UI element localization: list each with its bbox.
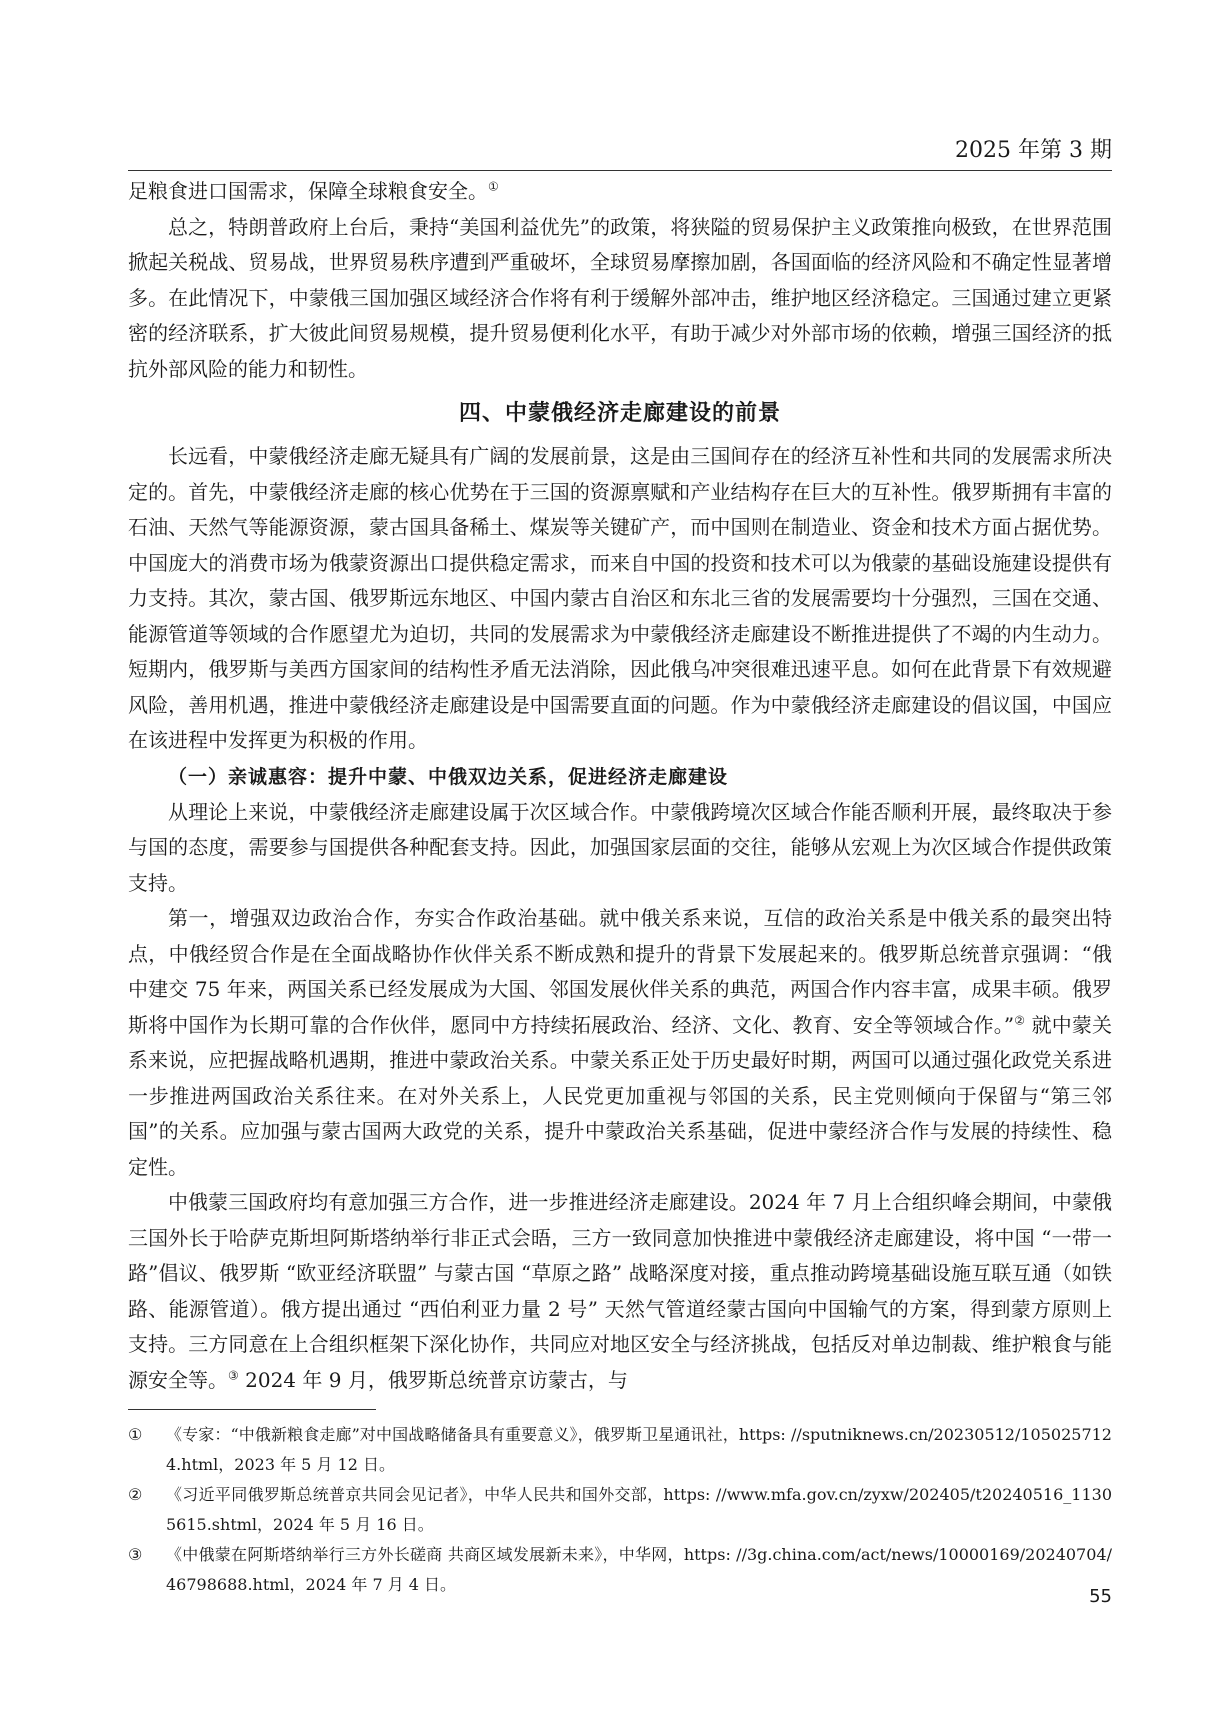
footnote-1 [128, 1420, 1112, 1480]
section-heading: 四、中蒙俄经济走廊建设的前景 [458, 400, 781, 426]
paragraph-text: 足粮食进口国需求，保障全球粮食安全。 [128, 179, 488, 203]
paragraph-trilateral [128, 1185, 1112, 1398]
footnote-mark: ① [128, 1425, 143, 1444]
footnote-rule [128, 1409, 376, 1410]
footnote-text: 《中俄蒙在阿斯塔纳举行三方外长磋商 共商区域发展新未来》，中华网，https: //3g.china.com/act/news/10000169/20240704/46798688.html，2024 年 7 月 4 日。 [166, 1545, 1112, 1594]
footnote-text: 《习近平同俄罗斯总统普京共同会见记者》，中华人民共和国外交部，https: //www.mfa.gov.cn/zyxw/202405/t20240516_11305615.shtml，2024 年 5 月 16 日。 [166, 1485, 1112, 1534]
paragraph-text: 2024 年 9 月，俄罗斯总统普京访蒙古，与 [238, 1367, 628, 1392]
footnote-2 [128, 1480, 1112, 1540]
footnote-ref-2[interactable]: ② [1014, 1012, 1026, 1027]
footnote-mark: ② [128, 1485, 143, 1504]
paragraph-prospects: 长远看，中蒙俄经济走廊无疑具有广阔的发展前景，这是由三国间存在的经济互补性和共同的发展需求所决定的。首先，中蒙俄经济走廊的核心优势在于三国的资源禀赋和产业结构存在巨大的互补性。俄罗斯拥有丰富的石油、天然气等能源资源，蒙古国具备稀土、煤炭等关键矿产，而中国则在制造业、资金和技术方面占据优势。中国庞大的消费市场为俄蒙资源出口提供稳定需求，而来自中国的投资和技术可以为俄蒙的基础设施建设提供有力支持。其次，蒙古国、俄罗斯远东地区、中国内蒙古自治区和东北三省的发展需要均十分强烈，三国在交通、能源管道等领域的合作愿望尤为迫切，共同的发展需求为中蒙俄经济走廊建设不断推进提供了不竭的内生动力。短期内，俄罗斯与美西方国家间的结构性矛盾无法消除，因此俄乌冲突很难迅速平息。如何在此背景下有效规避风险，善用机遇，推进中蒙俄经济走廊建设是中国需要直面的问题。作为中蒙俄经济走廊建设的倡议国，中国应在该进程中发挥更为积极的作用。 [128, 444, 1112, 752]
page-number: 55 [1089, 1586, 1112, 1607]
paragraph-subregional-cooperation: 从理论上来说，中蒙俄经济走廊建设属于次区域合作。中蒙俄跨境次区域合作能否顺利开展，最终取决于参与国的态度，需要参与国提供各种配套支持。因此，加强国家层面的交往，能够从宏观上为次区域合作提供政策支持。 [128, 799, 1112, 895]
paragraph-summary: 总之，特朗普政府上台后，秉持“美国利益优先”的政策，将狭隘的贸易保护主义政策推向极致，在世界范围掀起关税战、贸易战，世界贸易秩序遭到严重破坏，全球贸易摩擦加剧，各国面临的经济风险和不确定性显著增多。在此情况下，中蒙俄三国加强区域经济合作将有利于缓解外部冲击，维护地区经济稳定。三国通过建立更紧密的经济联系，扩大彼此间贸易规模，提升贸易便利化水平，有助于减少对外部市场的依赖，增强三国经济的抵抗外部风险的能力和韧性。 [128, 214, 1112, 381]
footnote-text: 《专家：“中俄新粮食走廊”对中国战略储备具有重要意义》，俄罗斯卫星通讯社，https: //sputniknews.cn/20230512/1050257124.html，2023 年 5 月 12 日。 [166, 1425, 1112, 1474]
running-header-issue: 2025 年第 3 期 [955, 138, 1112, 163]
paragraph-continued [128, 174, 1112, 210]
paragraph-text: 中俄蒙三国政府均有意加强三方合作，进一步推进经济走廊建设。2024 年 7 月上合组织峰会期间，中蒙俄三国外长于哈萨克斯坦阿斯塔纳举行非正式会晤，三方一致同意加快推进中蒙俄经济走廊建设，将中国 “一带一路”倡议、俄罗斯 “欧亚经济联盟” 与蒙古国 “草原之路” 战略深度对接，重点推动跨境基础设施互联互通（如铁路、能源管道）。俄方提出通过 “西伯利亚力量 2 号” 天然气管道经蒙古国向中国输气的方案，得到蒙方原则上支持。三方同意在上合组织框架下深化协作，共同应对地区安全与经济挑战，包括反对单边制裁、维护粮食与能源安全等。 [128, 1190, 1112, 1392]
paragraph-bilateral-political [128, 901, 1112, 1185]
footnote-ref-1[interactable]: ① [488, 179, 499, 194]
paragraph-text: 第一，增强双边政治合作，夯实合作政治基础。就中俄关系来说，互信的政治关系是中俄关系的最突出特点，中俄经贸合作是在全面战略协作伙伴关系不断成熟和提升的背景下发展起来的。俄罗斯总统普京强调：“俄中建交 75 年来，两国关系已经发展成为大国、邻国发展伙伴关系的典范，两国合作内容丰富，成果丰硕。俄罗斯将中国作为长期可靠的合作伙伴，愿同中方持续拓展政治、经济、文化、教育、安全等领域合作。” [128, 906, 1112, 1037]
footnotes [128, 1420, 1112, 1600]
footnote-mark: ③ [128, 1545, 143, 1564]
footnote-3 [128, 1540, 1112, 1600]
subsection-heading: （一）亲诚惠容：提升中蒙、中俄双边关系，促进经济走廊建设 [168, 765, 729, 788]
paragraph-text: 就中蒙关系来说，应把握战略机遇期，推进中蒙政治关系。中蒙关系正处于历史最好时期，两国可以通过强化政党关系进一步推进两国政治关系往来。在对外关系上，人民党更加重视与邻国的关系，民主党则倾向于保留与“第三邻国”的关系。应加强与蒙古国两大政党的关系，提升中蒙政治关系基础，促进中蒙经济合作与发展的持续性、稳定性。 [128, 1012, 1112, 1179]
header-rule [128, 170, 1112, 171]
article-body [128, 174, 1112, 1398]
footnote-ref-3[interactable]: ③ [228, 1367, 239, 1382]
